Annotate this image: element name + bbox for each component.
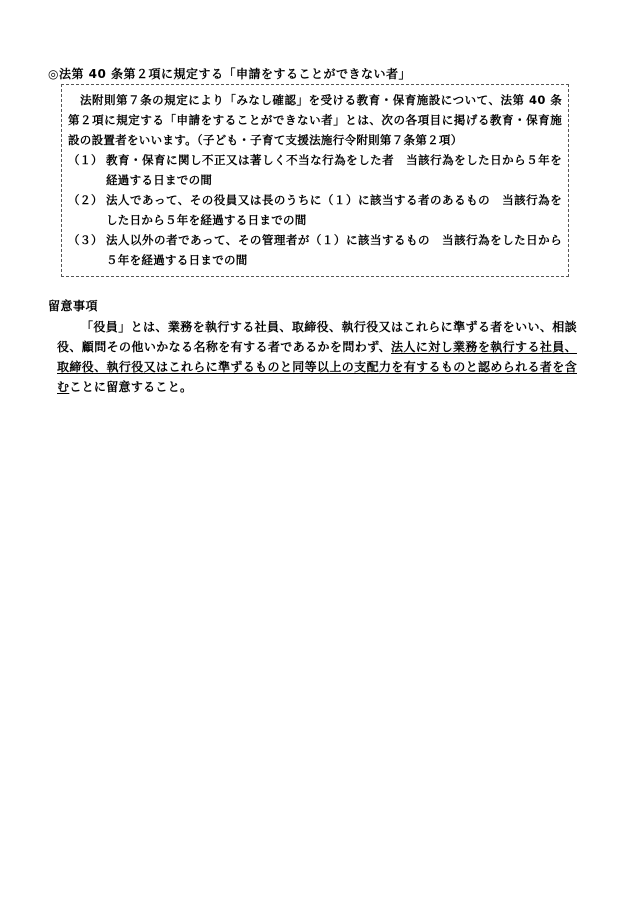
- list-item: [68, 190, 562, 230]
- notes-underlined-text: 法人に対し業務を執行する社員、取締役、執行役又はこれらに準ずるものと同等以上の支配力を有するものと認められる者を含む: [57, 340, 577, 394]
- section-heading: ◎法第 40 条第２項に規定する「申請をすることができない者」: [48, 67, 412, 81]
- notes-text-part3: ことに留意すること。: [69, 380, 193, 394]
- box-intro-paragraph: 法附則第７条の規定により「みなし確認」を受ける教育・保育施設について、法第 40 条第２項に規定する「申請をすることができない者」とは、次の各項目に掲げる教育・保育施設の設置者をいいます。（子ども・子育て支援法施行令附則第７条第２項）: [68, 93, 562, 147]
- item-text: 教育・保育に関し不正又は著しく不当な行為をした者 当該行為をした日から５年を経過する日までの間: [106, 153, 562, 187]
- notes-text-part1: 「役員」とは、業務を執行する社員、取締役、執行役又はこれらに準ずる者をいい、相談役、顧問その他いかなる名称を有する者であるかを問わず、: [57, 320, 577, 354]
- item-number: （１）: [68, 153, 103, 167]
- item-text: 法人以外の者であって、その管理者が（１）に該当するもの 当該行為をした日から５年を経過する日までの間: [106, 233, 562, 267]
- list-item: [68, 230, 562, 270]
- item-number: （２）: [68, 193, 103, 207]
- notes-paragraph: [57, 317, 577, 397]
- list-item: [68, 150, 562, 190]
- item-number: （３）: [68, 233, 103, 247]
- notes-title: 留意事項: [48, 299, 99, 313]
- dashed-box: [61, 84, 569, 277]
- item-text: 法人であって、その役員又は長のうちに（１）に該当する者のあるもの 当該行為をした日から５年を経過する日までの間: [106, 193, 562, 227]
